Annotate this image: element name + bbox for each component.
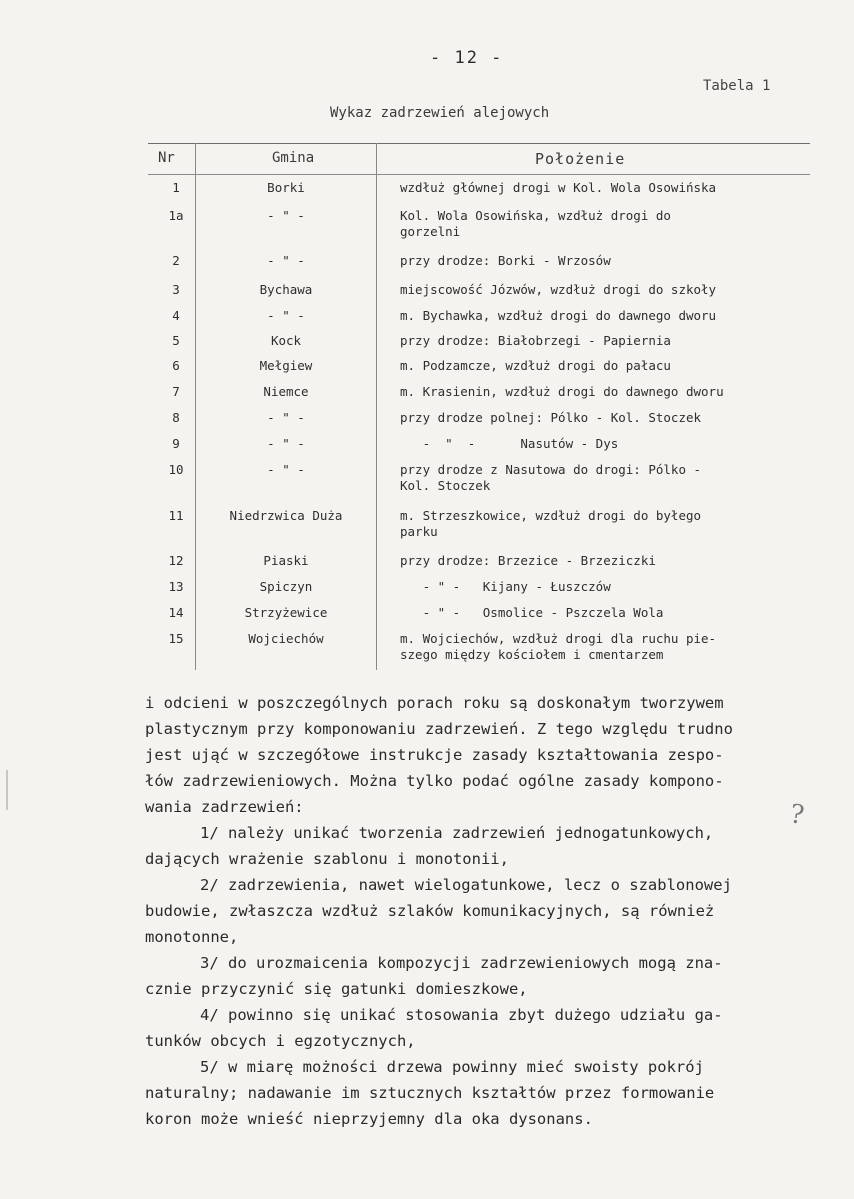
table-cell-polozenie: - " - Nasutów - Dys xyxy=(400,436,619,451)
table-cell-gmina: Niedrzwica Duża xyxy=(229,508,343,523)
table-cell-polozenie: - " - Kijany - Łuszczów xyxy=(400,579,611,594)
table-cell-polozenie: miejscowość Józwów, wzdłuż drogi do szkoły xyxy=(400,282,717,297)
table-cell-polozenie: m. Strzeszkowice, wzdłuż drogi do byłego parku xyxy=(400,508,702,539)
table-cell-gmina: Piaski xyxy=(263,553,309,568)
table-cell-gmina: - " - xyxy=(267,253,305,268)
table-cell-gmina: Kock xyxy=(270,333,302,348)
table-cell-nr: 6 xyxy=(172,358,180,373)
table-top-rule xyxy=(148,143,810,144)
paragraph-line: naturalny; nadawanie im sztucznych kształtów przez formowanie xyxy=(145,1084,715,1102)
table-cell-polozenie: m. Wojciechów, wzdłuż drogi dla ruchu pie- szego między kościołem i cmentarzem xyxy=(400,631,717,662)
table-cell-gmina: Strzyżewice xyxy=(244,605,328,620)
table-cell-nr: 8 xyxy=(172,410,180,425)
table-column-divider xyxy=(376,143,377,670)
body-text xyxy=(145,690,825,1132)
table-cell-nr: 13 xyxy=(168,579,184,594)
table-cell-polozenie: przy drodze: Borki - Wrzosów xyxy=(400,253,611,268)
paragraph-line: budowie, zwłaszcza wzdłuż szlaków komunikacyjnych, są również xyxy=(145,902,715,920)
table-cell-polozenie: przy drodze: Białobrzegi - Papiernia xyxy=(400,333,671,348)
table-cell-nr: 14 xyxy=(168,605,184,620)
table-cell-gmina: Borki xyxy=(267,180,305,195)
table-cell-polozenie: przy drodze: Brzezice - Brzeziczki xyxy=(400,553,656,568)
table-cell-polozenie: przy drodze polnej: Pólko - Kol. Stoczek xyxy=(400,410,702,425)
paragraph-line: monotonne, xyxy=(145,928,239,946)
table-cell-nr: 3 xyxy=(172,282,180,297)
paragraph-line: koron może wnieść nieprzyjemny dla oka dysonans. xyxy=(145,1110,593,1128)
table-cell-polozenie: wzdłuż głównej drogi w Kol. Wola Osowińska xyxy=(400,180,717,195)
table-cell-polozenie: m. Bychawka, wzdłuż drogi do dawnego dworu xyxy=(400,308,717,323)
paragraph-line: wania zadrzewień: xyxy=(145,798,304,816)
table-cell-gmina: Spiczyn xyxy=(259,579,313,594)
table-cell-polozenie: - " - Osmolice - Pszczela Wola xyxy=(400,605,664,620)
table-cell-nr: 1a xyxy=(168,208,184,223)
table-cell-nr: 5 xyxy=(172,333,180,348)
table-header-nr: Nr xyxy=(158,150,175,166)
table-cell-nr: 1 xyxy=(172,180,180,195)
table-cell-gmina: - " - xyxy=(267,436,305,451)
list-item-5: 5/ w miarę możności drzewa powinny mieć swoisty pokrój xyxy=(200,1058,704,1076)
table-cell-nr: 2 xyxy=(172,253,180,268)
table-header-rule xyxy=(148,174,810,175)
table-label: Tabela 1 xyxy=(703,78,771,94)
table-cell-gmina: - " - xyxy=(267,308,305,323)
table-cell-nr: 12 xyxy=(168,553,184,568)
list-item-3: 3/ do urozmaicenia kompozycji zadrzewieniowych mogą zna- xyxy=(200,954,723,972)
table-cell-polozenie: m. Podzamcze, wzdłuż drogi do pałacu xyxy=(400,358,671,373)
table-cell-gmina: Mełgiew xyxy=(259,358,313,373)
table-cell-polozenie: Kol. Wola Osowińska, wzdłuż drogi do gorzelni xyxy=(400,208,671,239)
table-cell-gmina: Wojciechów xyxy=(248,631,324,646)
table-cell-gmina: - " - xyxy=(267,410,305,425)
table-cell-nr: 15 xyxy=(168,631,184,646)
table-cell-gmina: Bychawa xyxy=(259,282,313,297)
table-cell-nr: 9 xyxy=(172,436,180,451)
table-cell-nr: 4 xyxy=(172,308,180,323)
table-cell-polozenie: przy drodze z Nasutowa do drogi: Pólko - Kol. Stoczek xyxy=(400,462,702,493)
table-cell-gmina: - " - xyxy=(267,462,305,477)
table-cell-gmina: - " - xyxy=(267,208,305,223)
table-cell-polozenie: m. Krasienin, wzdłuż drogi do dawnego dworu xyxy=(400,384,724,399)
table-cell-nr: 10 xyxy=(168,462,184,477)
paragraph-line: dających wrażenie szablonu i monotonii, xyxy=(145,850,509,868)
paragraph-line: cznie przyczynić się gatunki domieszkowe, xyxy=(145,980,528,998)
table-header-polozenie: Położenie xyxy=(535,150,626,168)
paragraph-line: jest ująć w szczegółowe instrukcje zasady kształtowania zespo- xyxy=(145,746,724,764)
paragraph-line: łów zadrzewieniowych. Można tylko podać ogólne zasady kompono- xyxy=(145,772,724,790)
table-cell-nr: 11 xyxy=(168,508,184,523)
paragraph-line: i odcieni w poszczególnych porach roku są doskonałym tworzywem xyxy=(145,694,724,712)
page-number: - 12 - xyxy=(430,48,504,68)
table-header-gmina: Gmina xyxy=(272,150,315,166)
paragraph-line: tunków obcych i egzotycznych, xyxy=(145,1032,416,1050)
list-item-4: 4/ powinno się unikać stosowania zbyt dużego udziału ga- xyxy=(200,1006,723,1024)
handwritten-question-mark: ? xyxy=(787,799,806,831)
list-item-1: 1/ należy unikać tworzenia zadrzewień jednogatunkowych, xyxy=(200,824,714,842)
table-cell-nr: 7 xyxy=(172,384,180,399)
table-cell-gmina: Niemce xyxy=(263,384,309,399)
margin-mark xyxy=(6,770,8,810)
paragraph-line: plastycznym przy komponowaniu zadrzewień. Z tego względu trudno xyxy=(145,720,733,738)
list-item-2: 2/ zadrzewienia, nawet wielogatunkowe, lecz o szablonowej xyxy=(200,876,732,894)
table-title: Wykaz zadrzewień alejowych xyxy=(330,105,550,121)
